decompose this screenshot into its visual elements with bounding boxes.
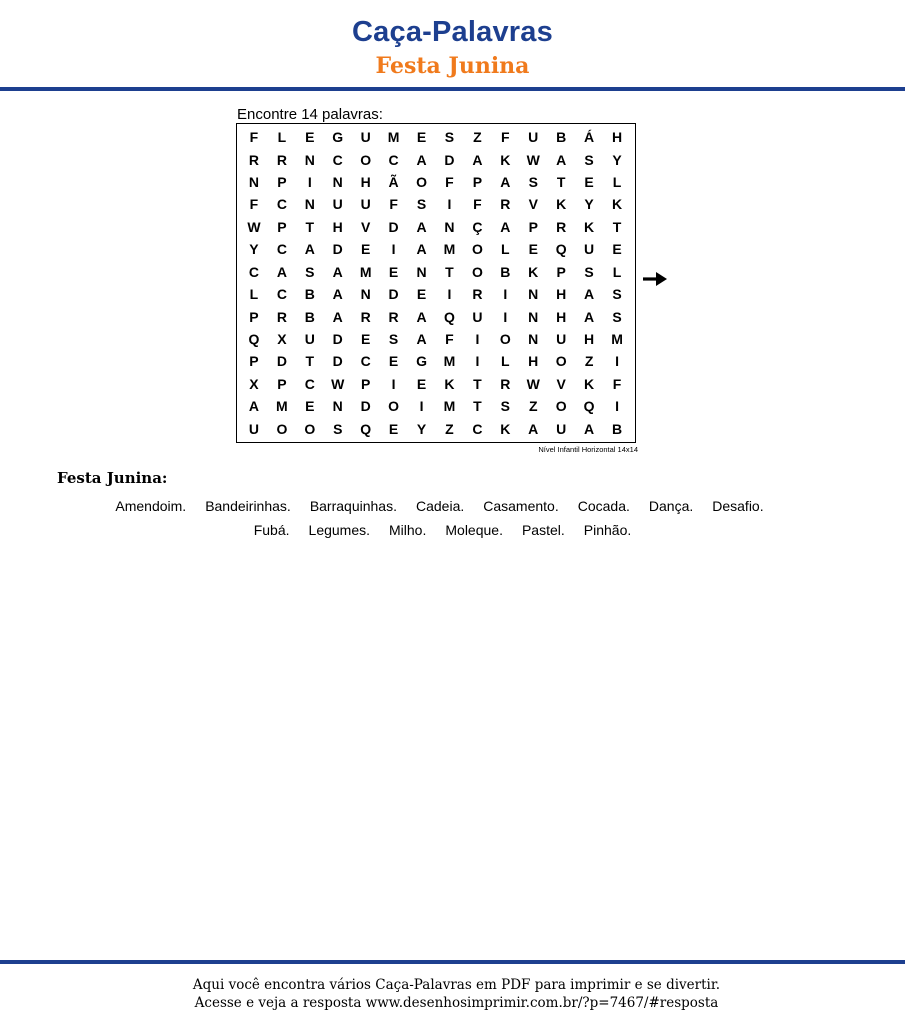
word-item: Barraquinhas.	[309, 498, 397, 514]
grid-cell: K	[500, 151, 511, 168]
grid-cell: F	[389, 196, 398, 213]
footer-text: Aqui você encontra vários Caça-Palavras em PDF para imprimir e se divertir.	[192, 977, 721, 993]
grid-cell: S	[333, 420, 343, 437]
grid-cell: G	[332, 129, 344, 146]
grid-cell: A	[416, 308, 427, 325]
grid-cell: A	[584, 420, 595, 437]
grid-cell: P	[556, 263, 566, 280]
word-item: Cadeia.	[415, 498, 465, 514]
grid-cell: E	[388, 420, 399, 437]
footer-link-text: Acesse e veja a resposta www.desenhosimprimir.com.br/?p=7467/#resposta	[194, 995, 719, 1011]
grid-cell: E	[388, 263, 399, 280]
grid-cell: K	[500, 420, 511, 437]
wordlist-row-2	[0, 522, 895, 538]
grid-cell: O	[276, 420, 288, 437]
grid-cell: D	[276, 353, 287, 370]
grid-cell: H	[332, 218, 343, 235]
grid-cell: D	[360, 398, 371, 415]
grid-cell: O	[471, 241, 483, 258]
grid-cell: R	[388, 308, 399, 325]
grid-cell: C	[248, 263, 260, 280]
grid-cell: I	[307, 174, 312, 191]
grid-cell: I	[391, 241, 396, 258]
grid-cell: A	[332, 308, 343, 325]
grid-cell: E	[305, 398, 315, 415]
grid-cell: A	[472, 151, 483, 168]
grid-cell: Z	[445, 420, 454, 437]
grid-cell: R	[248, 151, 260, 168]
grid-cell: A	[248, 398, 260, 415]
footer-divider	[0, 960, 905, 964]
grid-cell: Z	[584, 353, 594, 370]
grid-cell: A	[416, 151, 427, 168]
grid-cell: O	[555, 353, 567, 370]
grid-cell: A	[332, 286, 343, 303]
grid-cell: L	[501, 241, 510, 258]
grid-cell: O	[304, 420, 316, 437]
word-item: Fubá.	[253, 522, 290, 538]
grid-cell: U	[360, 129, 371, 146]
grid-cell: R	[276, 308, 287, 325]
grid-cell: E	[416, 129, 427, 146]
grid-cell: F	[501, 129, 510, 146]
header-divider	[0, 87, 905, 91]
grid-cell: E	[388, 353, 399, 370]
grid-cell: Ã	[388, 174, 399, 191]
grid-cell: H	[360, 174, 371, 191]
grid-cell: C	[276, 196, 287, 213]
grid-cell: E	[528, 241, 538, 258]
grid-cell: E	[361, 331, 371, 348]
grid-cell: E	[416, 286, 427, 303]
grid-cell: W	[526, 375, 540, 392]
grid-cell: I	[475, 353, 480, 370]
grid-cell: H	[556, 308, 567, 325]
grid-cell: S	[444, 129, 455, 146]
grid-cell: I	[447, 196, 452, 213]
grid-cell: T	[473, 398, 482, 415]
grid-cell: I	[419, 398, 424, 415]
grid-cell: N	[332, 398, 343, 415]
grid-cell: Y	[416, 420, 427, 437]
grid-cell: P	[277, 174, 287, 191]
grid-cell: N	[304, 196, 315, 213]
grid-cell: E	[305, 129, 315, 146]
grid-cell: D	[388, 286, 399, 303]
grid-cell: L	[612, 174, 622, 191]
grid-cell: Q	[248, 331, 260, 348]
grid-cell: T	[445, 263, 454, 280]
grid-cell: A	[528, 420, 539, 437]
grid-cell: A	[500, 218, 511, 235]
grid-cell: K	[444, 375, 455, 392]
grid-cell: B	[556, 129, 567, 146]
grid-cell: S	[305, 263, 315, 280]
word-item: Moleque.	[445, 522, 503, 538]
grid-cell: N	[360, 286, 371, 303]
grid-cell: D	[332, 241, 343, 258]
grid-cell: V	[361, 218, 371, 235]
grid-cell: Q	[583, 398, 595, 415]
grid-cell: M	[443, 241, 456, 258]
grid-cell: D	[388, 218, 399, 235]
grid-cell: S	[584, 263, 594, 280]
grid-cell: I	[475, 331, 480, 348]
grid-cell: W	[526, 151, 540, 168]
word-item: Bandeirinhas.	[205, 498, 291, 514]
grid-cell: Á	[584, 129, 595, 146]
grid-cell: O	[555, 398, 567, 415]
grid-cell: Y	[584, 196, 594, 213]
grid-cell: H	[611, 129, 623, 146]
grid-cell: L	[501, 353, 510, 370]
grid-cell: U	[304, 331, 315, 348]
grid-cell: F	[473, 196, 482, 213]
wordlist-row-1	[0, 498, 892, 514]
grid-cell: U	[556, 420, 567, 437]
grid-cell: S	[612, 286, 622, 303]
word-item: Casamento.	[483, 498, 559, 514]
grid-cell: P	[249, 308, 259, 325]
grid-cell: C	[276, 241, 287, 258]
grid-cell: N	[416, 263, 427, 280]
grid-cell: C	[276, 286, 287, 303]
word-item: Milho.	[389, 522, 427, 538]
grid-cell: S	[528, 174, 538, 191]
grid-cell: P	[277, 218, 287, 235]
grid-cell: T	[473, 375, 482, 392]
grid-cell: Q	[555, 241, 567, 258]
grid-cell: Q	[360, 420, 372, 437]
grid-cell: F	[445, 174, 454, 191]
grid-cell: H	[528, 353, 539, 370]
grid-cell: D	[332, 331, 343, 348]
grid-cell: C	[304, 375, 315, 392]
grid-cell: I	[503, 286, 508, 303]
grid-cell: T	[305, 218, 315, 235]
grid-cell: R	[500, 375, 511, 392]
grid-cell: M	[611, 331, 623, 348]
grid-cell: R	[556, 218, 567, 235]
grid-cell: U	[528, 129, 539, 146]
grid-cell: U	[360, 196, 371, 213]
grid-cell: O	[360, 151, 372, 168]
grid-cell: A	[416, 331, 427, 348]
grid-cell: A	[332, 263, 343, 280]
grid-cell: B	[611, 420, 623, 437]
grid-cell: P	[361, 375, 371, 392]
grid-cell: D	[332, 353, 343, 370]
grid-cell: H	[556, 286, 567, 303]
grid-cell: C	[472, 420, 483, 437]
grid-cell: I	[447, 286, 452, 303]
grid-cell: P	[249, 353, 259, 370]
grid-cell: U	[332, 196, 343, 213]
grid-cell: N	[444, 218, 455, 235]
word-item: Desafio.	[712, 498, 764, 514]
grid-cell: X	[277, 331, 287, 348]
grid-cell: A	[304, 241, 315, 258]
grid-cell: U	[472, 308, 483, 325]
grid-cell: M	[359, 263, 372, 280]
grid-cell: G	[416, 353, 427, 370]
grid-cell: P	[528, 218, 538, 235]
grid-cell: M	[443, 353, 456, 370]
grid-cell: W	[247, 218, 261, 235]
grid-cell: F	[249, 196, 259, 213]
grid-cell: H	[584, 331, 595, 348]
grid-cell: T	[305, 353, 315, 370]
grid-cell: K	[611, 196, 623, 213]
page-title: Caça-Palavras	[352, 16, 553, 48]
grid-cell: L	[249, 286, 259, 303]
grid-cell: Y	[612, 151, 622, 168]
grid-cell: P	[472, 174, 483, 191]
grid-cell: Ç	[472, 218, 483, 235]
grid-cell: R	[472, 286, 483, 303]
grid-cell: I	[391, 375, 396, 392]
grid-cell: T	[612, 218, 622, 235]
grid-cell: L	[612, 263, 622, 280]
grid-cell: T	[556, 174, 566, 191]
grid-cell: R	[360, 308, 371, 325]
grid-cell: N	[304, 151, 315, 168]
grid-cell: U	[584, 241, 595, 258]
grid-cell: I	[503, 308, 508, 325]
grid-cell: O	[499, 331, 511, 348]
grid-cell: U	[556, 331, 567, 348]
grid-cell: S	[500, 398, 510, 415]
grid-cell: E	[361, 241, 371, 258]
grid-cell: Y	[249, 241, 259, 258]
grid-cell: W	[331, 375, 345, 392]
grid-cell: L	[277, 129, 287, 146]
grid-cell: A	[556, 151, 567, 168]
wordlist-title: Festa Junina:	[57, 469, 168, 487]
grid-cell: K	[584, 375, 595, 392]
grid-cell: B	[304, 286, 315, 303]
grid-cell: V	[556, 375, 566, 392]
grid-cell: N	[528, 308, 539, 325]
word-item: Dança.	[648, 498, 694, 514]
word-item: Amendoim.	[115, 498, 187, 514]
grid-cell: K	[584, 218, 595, 235]
grid-cell: N	[248, 174, 260, 191]
arrow-right-icon	[642, 270, 668, 288]
grid-cell: A	[416, 241, 427, 258]
grid-cell: I	[615, 353, 619, 370]
grid-cell: S	[416, 196, 427, 213]
grid-cell: I	[615, 398, 619, 415]
grid-cell: S	[612, 308, 622, 325]
grid-cell: K	[556, 196, 567, 213]
grid-cell: C	[388, 151, 399, 168]
grid-cell: R	[276, 151, 287, 168]
grid-cell: O	[416, 174, 427, 191]
level-label: Nível Infantil Horizontal 14x14	[538, 445, 638, 454]
grid-cell: S	[584, 151, 594, 168]
grid-cell: A	[416, 218, 427, 235]
grid-cell: R	[500, 196, 511, 213]
grid-cell: P	[277, 375, 287, 392]
grid-cell: A	[276, 263, 287, 280]
grid-cell: C	[332, 151, 343, 168]
grid-cell: N	[528, 286, 539, 303]
grid-cell: E	[584, 174, 594, 191]
letter-grid	[236, 123, 636, 443]
grid-cell: K	[528, 263, 539, 280]
grid-cell: M	[387, 129, 400, 146]
grid-cell: E	[416, 375, 427, 392]
grid-cell: M	[276, 398, 288, 415]
grid-cell: F	[249, 129, 259, 146]
grid-cell: N	[528, 331, 539, 348]
grid-cell: A	[500, 174, 511, 191]
grid-cell: Z	[528, 398, 538, 415]
grid-cell: B	[304, 308, 315, 325]
grid-cell: O	[471, 263, 483, 280]
grid-cell: F	[445, 331, 454, 348]
grid-cell: N	[332, 174, 343, 191]
grid-cell: D	[444, 151, 455, 168]
page-subtitle: Festa Junina	[375, 53, 530, 79]
grid-cell: Z	[473, 129, 482, 146]
puzzle-instruction: Encontre 14 palavras:	[237, 106, 383, 123]
grid-cell: A	[584, 286, 595, 303]
grid-cell: B	[500, 263, 511, 280]
grid-cell: A	[584, 308, 595, 325]
word-item: Pinhão.	[583, 522, 632, 538]
grid-cell: X	[249, 375, 259, 392]
grid-cell: S	[388, 331, 399, 348]
grid-cell: M	[443, 398, 456, 415]
word-item: Cocada.	[577, 498, 630, 514]
word-item: Legumes.	[308, 522, 371, 538]
grid-cell: C	[360, 353, 371, 370]
grid-cell: F	[612, 375, 622, 392]
grid-cell: U	[248, 420, 260, 437]
grid-cell: V	[528, 196, 538, 213]
grid-cell: Q	[444, 308, 455, 325]
grid-cell: O	[388, 398, 400, 415]
grid-cell: E	[612, 241, 622, 258]
word-item: Pastel.	[521, 522, 565, 538]
